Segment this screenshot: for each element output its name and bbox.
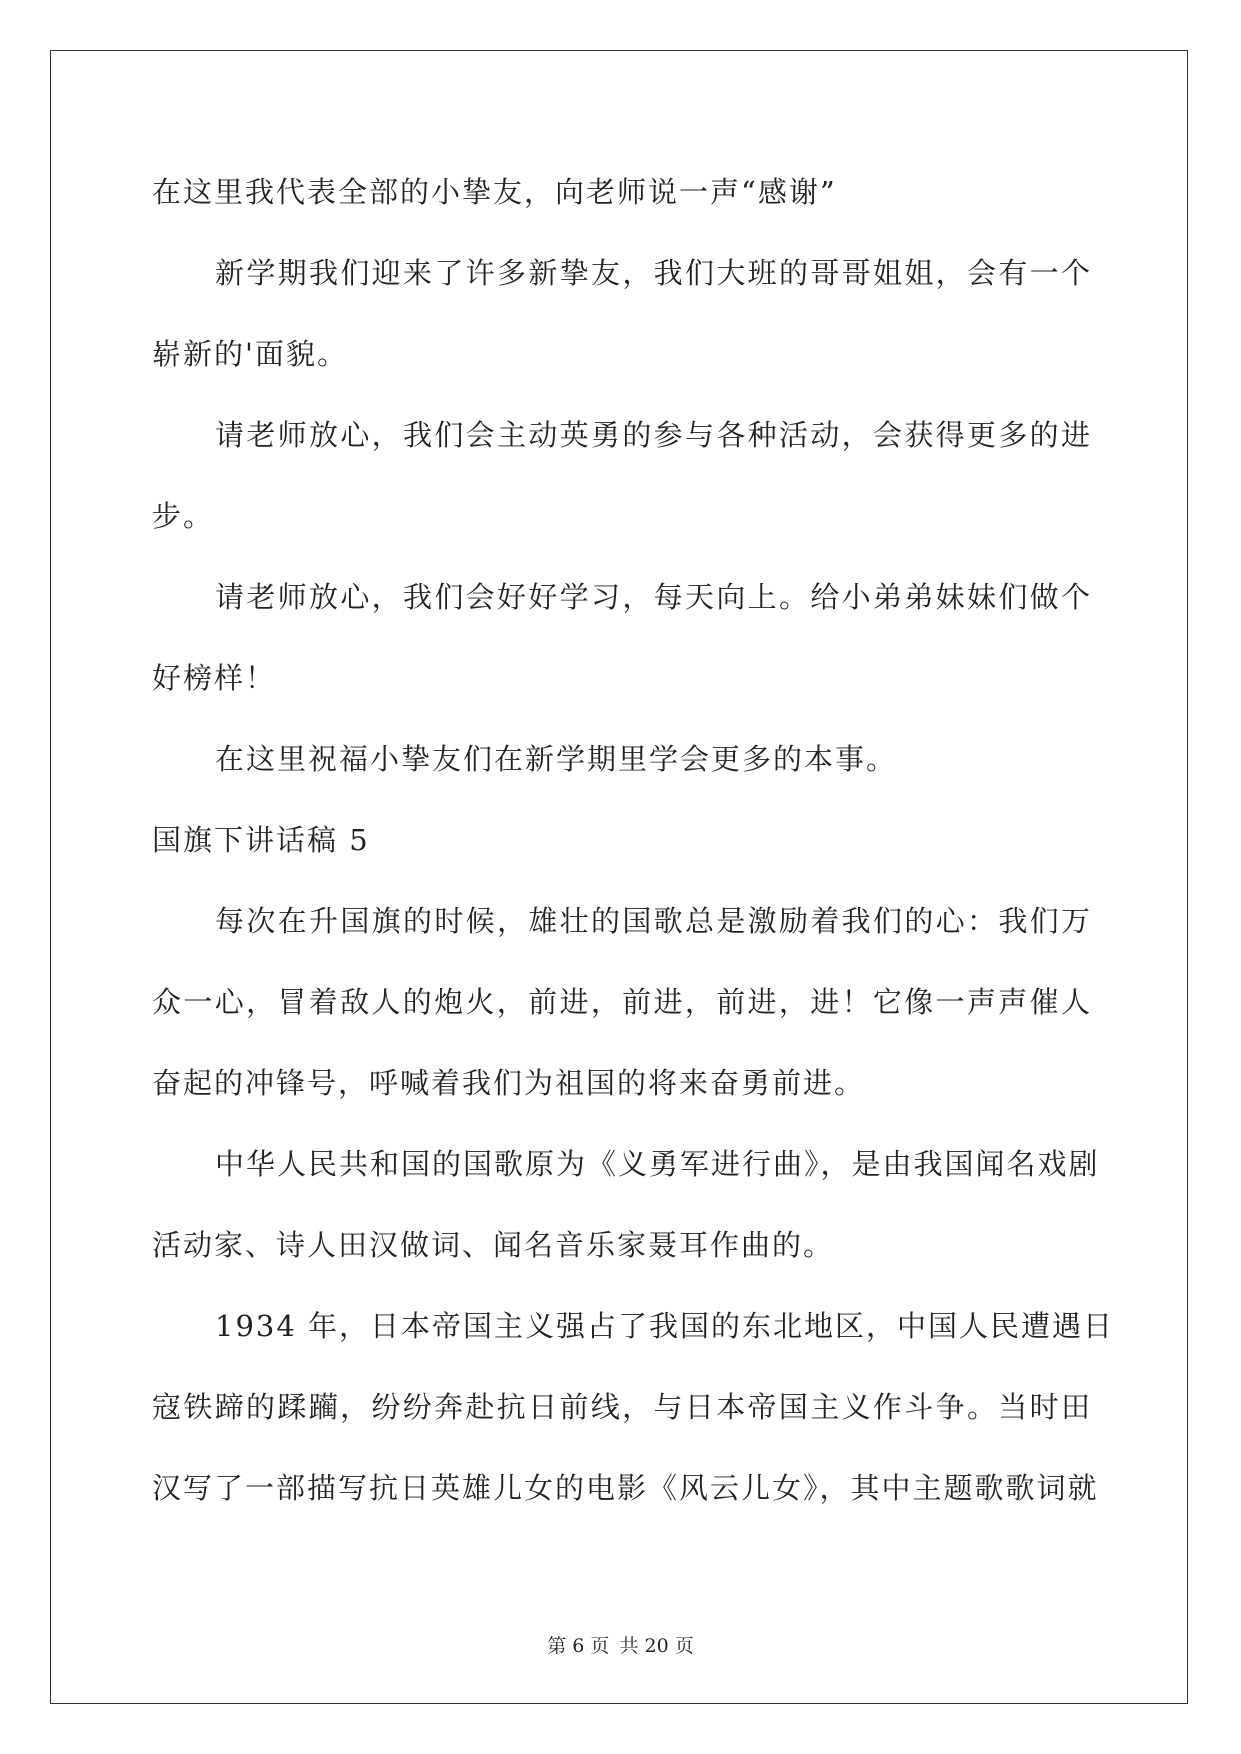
page-footer (0, 1634, 1241, 1658)
paragraph-line: 汉写了一部描写抗日英雄儿女的电影《风云儿女》，其中主题歌歌词就 (152, 1471, 1099, 1505)
page-number: 第 6 页 (547, 1635, 610, 1657)
paragraph-line: 崭新的'面貌。 (152, 337, 348, 371)
paragraph-line: 新学期我们迎来了许多新挚友，我们大班的哥哥姐姐，会有一个 (215, 256, 1092, 290)
paragraph-line: 在这里我代表全部的小挚友，向老师说一声“感谢” (152, 175, 837, 209)
paragraph-line: 1934 年，日本帝国主义强占了我国的东北地区，中国人民遭遇日 (215, 1309, 1115, 1343)
paragraph-line: 步。 (152, 499, 215, 533)
paragraph-line: 请老师放心，我们会好好学习，每天向上。给小弟弟妹妹们做个 (215, 580, 1092, 614)
page-border (50, 50, 1188, 1704)
paragraph-line: 好榜样！ (152, 661, 277, 695)
paragraph-line: 众一心，冒着敌人的炮火，前进，前进，前进，进！它像一声声催人 (152, 985, 1092, 1019)
paragraph-line: 请老师放心，我们会主动英勇的参与各种活动，会获得更多的进 (215, 418, 1092, 452)
section-heading: 国旗下讲话稿 5 (152, 823, 370, 857)
page-total: 共 20 页 (619, 1635, 694, 1657)
paragraph-line: 奋起的冲锋号，呼喊着我们为祖国的将来奋勇前进。 (152, 1066, 866, 1100)
paragraph-line: 在这里祝福小挚友们在新学期里学会更多的本事。 (215, 742, 898, 776)
paragraph-line: 中华人民共和国的国歌原为《义勇军进行曲》，是由我国闻名戏剧 (215, 1147, 1100, 1181)
paragraph-line: 寇铁蹄的蹂躏，纷纷奔赴抗日前线，与日本帝国主义作斗争。当时田 (152, 1390, 1092, 1424)
paragraph-line: 活动家、诗人田汉做词、闻名音乐家聂耳作曲的。 (152, 1228, 835, 1262)
paragraph-line: 每次在升国旗的时候，雄壮的国歌总是激励着我们的心：我们万 (215, 904, 1092, 938)
